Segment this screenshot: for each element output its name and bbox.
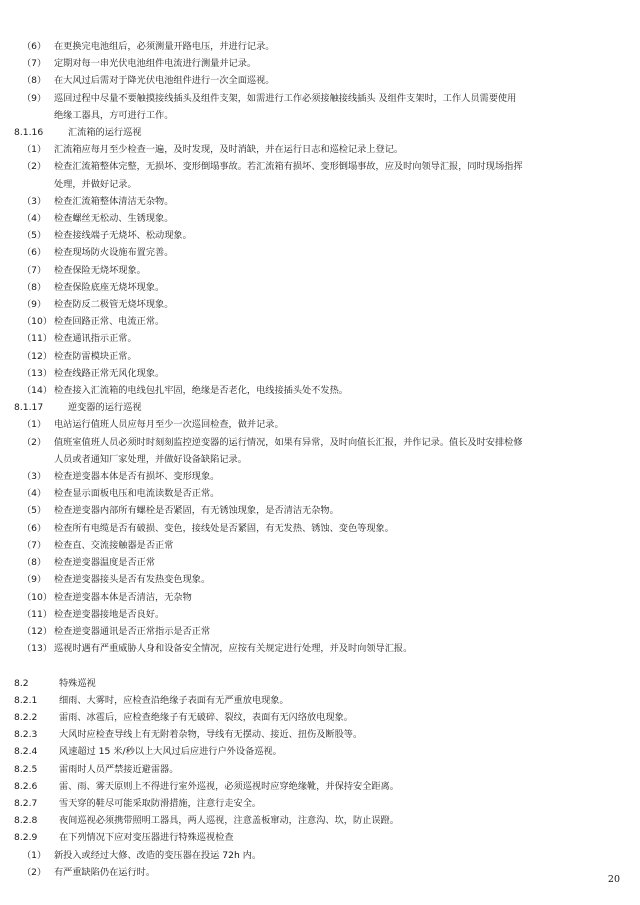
list-item [14, 864, 626, 881]
item-text: 在大风过后需对于降光伏电池组件进行一次全面巡视。 [54, 75, 275, 87]
list-item [14, 382, 626, 399]
item-number: （5） [22, 505, 47, 517]
clause-item [14, 778, 626, 795]
item-text: 雪天穿的鞋尽可能采取防滑措施，注意行走安全。 [59, 797, 262, 809]
item-number: 8.2 [14, 677, 29, 689]
item-number: 8.2.7 [14, 797, 38, 809]
item-text: 巡回过程中尽量不要触摸接线插头及组件支架，如需进行工作必须接触接线插头 及组件支架时，工作人员需要使用 [54, 92, 517, 104]
document-body [14, 38, 626, 881]
list-item [14, 330, 626, 347]
clause-item [14, 726, 626, 743]
blank-line [14, 657, 626, 674]
list-item [14, 348, 626, 365]
item-number: 8.1.17 [14, 402, 44, 414]
item-text: 巡视时遇有严重威胁人身和设备安全情况，应按有关规定进行处理，并及时向领导汇报。 [54, 643, 413, 655]
list-item [14, 296, 626, 313]
item-text: 检查保险底座无烧坏现象。 [54, 281, 165, 293]
item-number: （7） [22, 539, 47, 551]
item-text: 夜间巡视必须携带照明工器具，两人巡视，注意盖板窜动，注意沟、坎，防止误蹬。 [59, 815, 399, 827]
item-text: 电站运行值班人员应每月至少一次巡回检查，做并记录。 [54, 419, 284, 431]
item-text: 检查接线端子无烧坏、松动现象。 [54, 230, 192, 242]
list-item [14, 38, 626, 55]
item-text: 在下列情况下应对变压器进行特殊巡视检查 [59, 832, 234, 844]
item-text: 风速超过 15 米/秒以上大风过后应进行户外设备巡视。 [59, 746, 282, 758]
list-item [14, 210, 626, 227]
item-number: （1） [22, 849, 47, 861]
item-number: 8.2.2 [14, 711, 38, 723]
item-text: 检查逆变器接头是否有发热变色现象。 [54, 574, 211, 586]
list-item [14, 55, 626, 72]
item-number: （2） [22, 161, 47, 173]
item-number: （7） [22, 264, 47, 276]
item-text: 检查所有电缆是否有破损、变色，接线处是否紧固，有无发热、锈蚀、变色等现象。 [54, 522, 394, 534]
list-item [14, 244, 626, 261]
item-text: 检查防雷模块正常。 [54, 350, 137, 362]
continuation-line [14, 176, 626, 193]
item-text: 有严重缺陷仍在运行时。 [54, 866, 156, 878]
item-text: 特殊巡视 [59, 677, 96, 689]
item-number: （9） [22, 299, 47, 311]
list-item [14, 485, 626, 502]
item-text: 处理，并做好记录。 [54, 178, 137, 190]
item-number: （4） [22, 488, 47, 500]
list-item [14, 72, 626, 89]
item-text: 雷、雨、雾天原则上不得进行室外巡视，必须巡视时应穿绝缘靴，并保持安全距离。 [59, 780, 399, 792]
item-number: （2） [22, 866, 47, 878]
list-item [14, 193, 626, 210]
clause-item [14, 675, 626, 692]
item-number: （6） [22, 41, 47, 52]
item-text: 检查逆变器温度是否正常 [54, 557, 156, 569]
list-item [14, 571, 626, 588]
list-item [14, 227, 626, 244]
clause-item [14, 761, 626, 778]
page-number: 20 [607, 874, 620, 885]
item-number: 8.1.16 [14, 127, 44, 139]
item-text: 检查显示面板电压和电流读数是否正常。 [54, 488, 220, 500]
item-text: 检查螺丝无松动、生锈现象。 [54, 213, 174, 225]
clause-item [14, 709, 626, 726]
section-heading [14, 124, 626, 141]
list-item [14, 502, 626, 519]
item-text: 雷雨、冰雹后，应检查绝缘子有无破碎、裂纹，表面有无闪络放电现象。 [59, 711, 353, 723]
item-number: （14） [22, 385, 53, 397]
item-number: （7） [22, 58, 47, 70]
list-item [14, 606, 626, 623]
item-text: 检查接入汇流箱的电线包扎牢固，绝缘是否老化，电线接插头处不发热。 [54, 385, 348, 397]
item-text: 检查逆变器本体是否清洁，无杂物 [54, 591, 192, 603]
list-item [14, 537, 626, 554]
item-number: （13） [22, 367, 53, 379]
item-text: 检查通讯指示正常。 [54, 333, 137, 345]
item-text: 检查逆变器内部所有螺栓是否紧固，有无锈蚀现象，是否清洁无杂物。 [54, 505, 339, 517]
item-text: 在更换完电池组后，必须测量开路电压，并进行记录。 [54, 41, 275, 52]
item-text: 新投入或经过大修、改造的变压器在投运 72h 内。 [54, 849, 262, 861]
list-item [14, 434, 626, 451]
item-number: （8） [22, 75, 47, 87]
section-heading [14, 399, 626, 416]
item-text: 大风时应检查导线上有无附着杂物，导线有无摆动、接近、扭伤及断股等。 [59, 729, 363, 741]
item-text: 雷雨时人员严禁接近避雷器。 [59, 763, 179, 775]
item-number: （9） [22, 574, 47, 586]
item-text: 绝缘工器具，方可进行工作。 [54, 109, 174, 121]
item-text: 汇流箱的运行巡视 [68, 127, 142, 139]
item-text: 检查逆变器接地是否良好。 [54, 608, 165, 620]
item-number: （3） [22, 195, 47, 207]
item-text: 检查汇流箱整体清洁无杂物。 [54, 195, 174, 207]
item-number: （8） [22, 557, 47, 569]
item-text: 检查逆变器本体是否有损坏、变形现象。 [54, 471, 220, 483]
item-text: 逆变器的运行巡视 [68, 402, 142, 414]
item-number: （1） [22, 144, 47, 156]
item-number: 8.2.3 [14, 729, 38, 741]
clause-item [14, 829, 626, 846]
item-number: （10） [22, 591, 53, 603]
item-number: （4） [22, 213, 47, 225]
item-text: 检查现场防火设施布置完善。 [54, 247, 174, 259]
clause-item [14, 692, 626, 709]
list-item [14, 141, 626, 158]
item-number: （11） [22, 333, 53, 345]
list-item [14, 365, 626, 382]
item-number: （12） [22, 625, 53, 637]
item-text: 检查保险无烧坏现象。 [54, 264, 146, 276]
item-text: 检查逆变器通讯是否正常指示是否正常 [54, 625, 211, 637]
item-text: 检查回路正常、电流正常。 [54, 316, 165, 328]
item-number: 8.2.5 [14, 763, 38, 775]
item-number: （9） [22, 92, 47, 104]
item-number: 8.2.1 [14, 694, 38, 706]
item-number: 8.2.4 [14, 746, 38, 758]
item-number: （10） [22, 316, 53, 328]
item-number: （5） [22, 230, 47, 242]
item-number: （1） [22, 419, 47, 431]
list-item [14, 554, 626, 571]
item-number: （12） [22, 350, 53, 362]
item-text: 人员或者通知厂家处理，并做好设备缺陷记录。 [54, 453, 247, 465]
list-item [14, 279, 626, 296]
list-item [14, 416, 626, 433]
item-number: 8.2.6 [14, 780, 38, 792]
list-item [14, 640, 626, 657]
item-number: （2） [22, 436, 47, 448]
list-item [14, 847, 626, 864]
item-number: （6） [22, 247, 47, 259]
list-item [14, 589, 626, 606]
item-text: 值班室值班人员必须时时刻刻监控逆变器的运行情况，如果有异常，及时向值长汇报，并作记录。值长及时安排检修 [54, 436, 523, 448]
list-item [14, 623, 626, 640]
clause-item [14, 743, 626, 760]
continuation-line [14, 451, 626, 468]
clause-item [14, 795, 626, 812]
list-item [14, 158, 626, 175]
item-text: 检查直、交流接触器是否正常 [54, 539, 174, 551]
item-text: 细雨、大雾时，应检查沿绝缘子表面有无严重放电现象。 [59, 694, 289, 706]
item-number: （3） [22, 471, 47, 483]
item-text: 汇流箱应每月至少检查一遍，及时发现，及时消缺，并在运行日志和巡检记录上登记。 [54, 144, 404, 156]
item-text: 检查汇流箱整体完整，无损坏、变形倒塌事故。若汇流箱有损坏、变形倒塌事故，应及时向领导汇报，同时现场指挥 [54, 161, 523, 173]
item-number: （6） [22, 522, 47, 534]
item-number: （13） [22, 643, 53, 655]
item-number: （11） [22, 608, 53, 620]
item-number: （8） [22, 281, 47, 293]
item-number: 8.2.9 [14, 832, 38, 844]
item-text: 检查防反二极管无烧坏现象。 [54, 299, 174, 311]
clause-item [14, 812, 626, 829]
list-item [14, 262, 626, 279]
list-item [14, 468, 626, 485]
item-text: 定期对每一串光伏电池组件电流进行测量并记录。 [54, 58, 257, 70]
list-item [14, 520, 626, 537]
item-number: 8.2.8 [14, 815, 38, 827]
list-item [14, 90, 626, 107]
list-item [14, 313, 626, 330]
continuation-line [14, 107, 626, 124]
item-text: 检查线路正常无风化现象。 [54, 367, 165, 379]
